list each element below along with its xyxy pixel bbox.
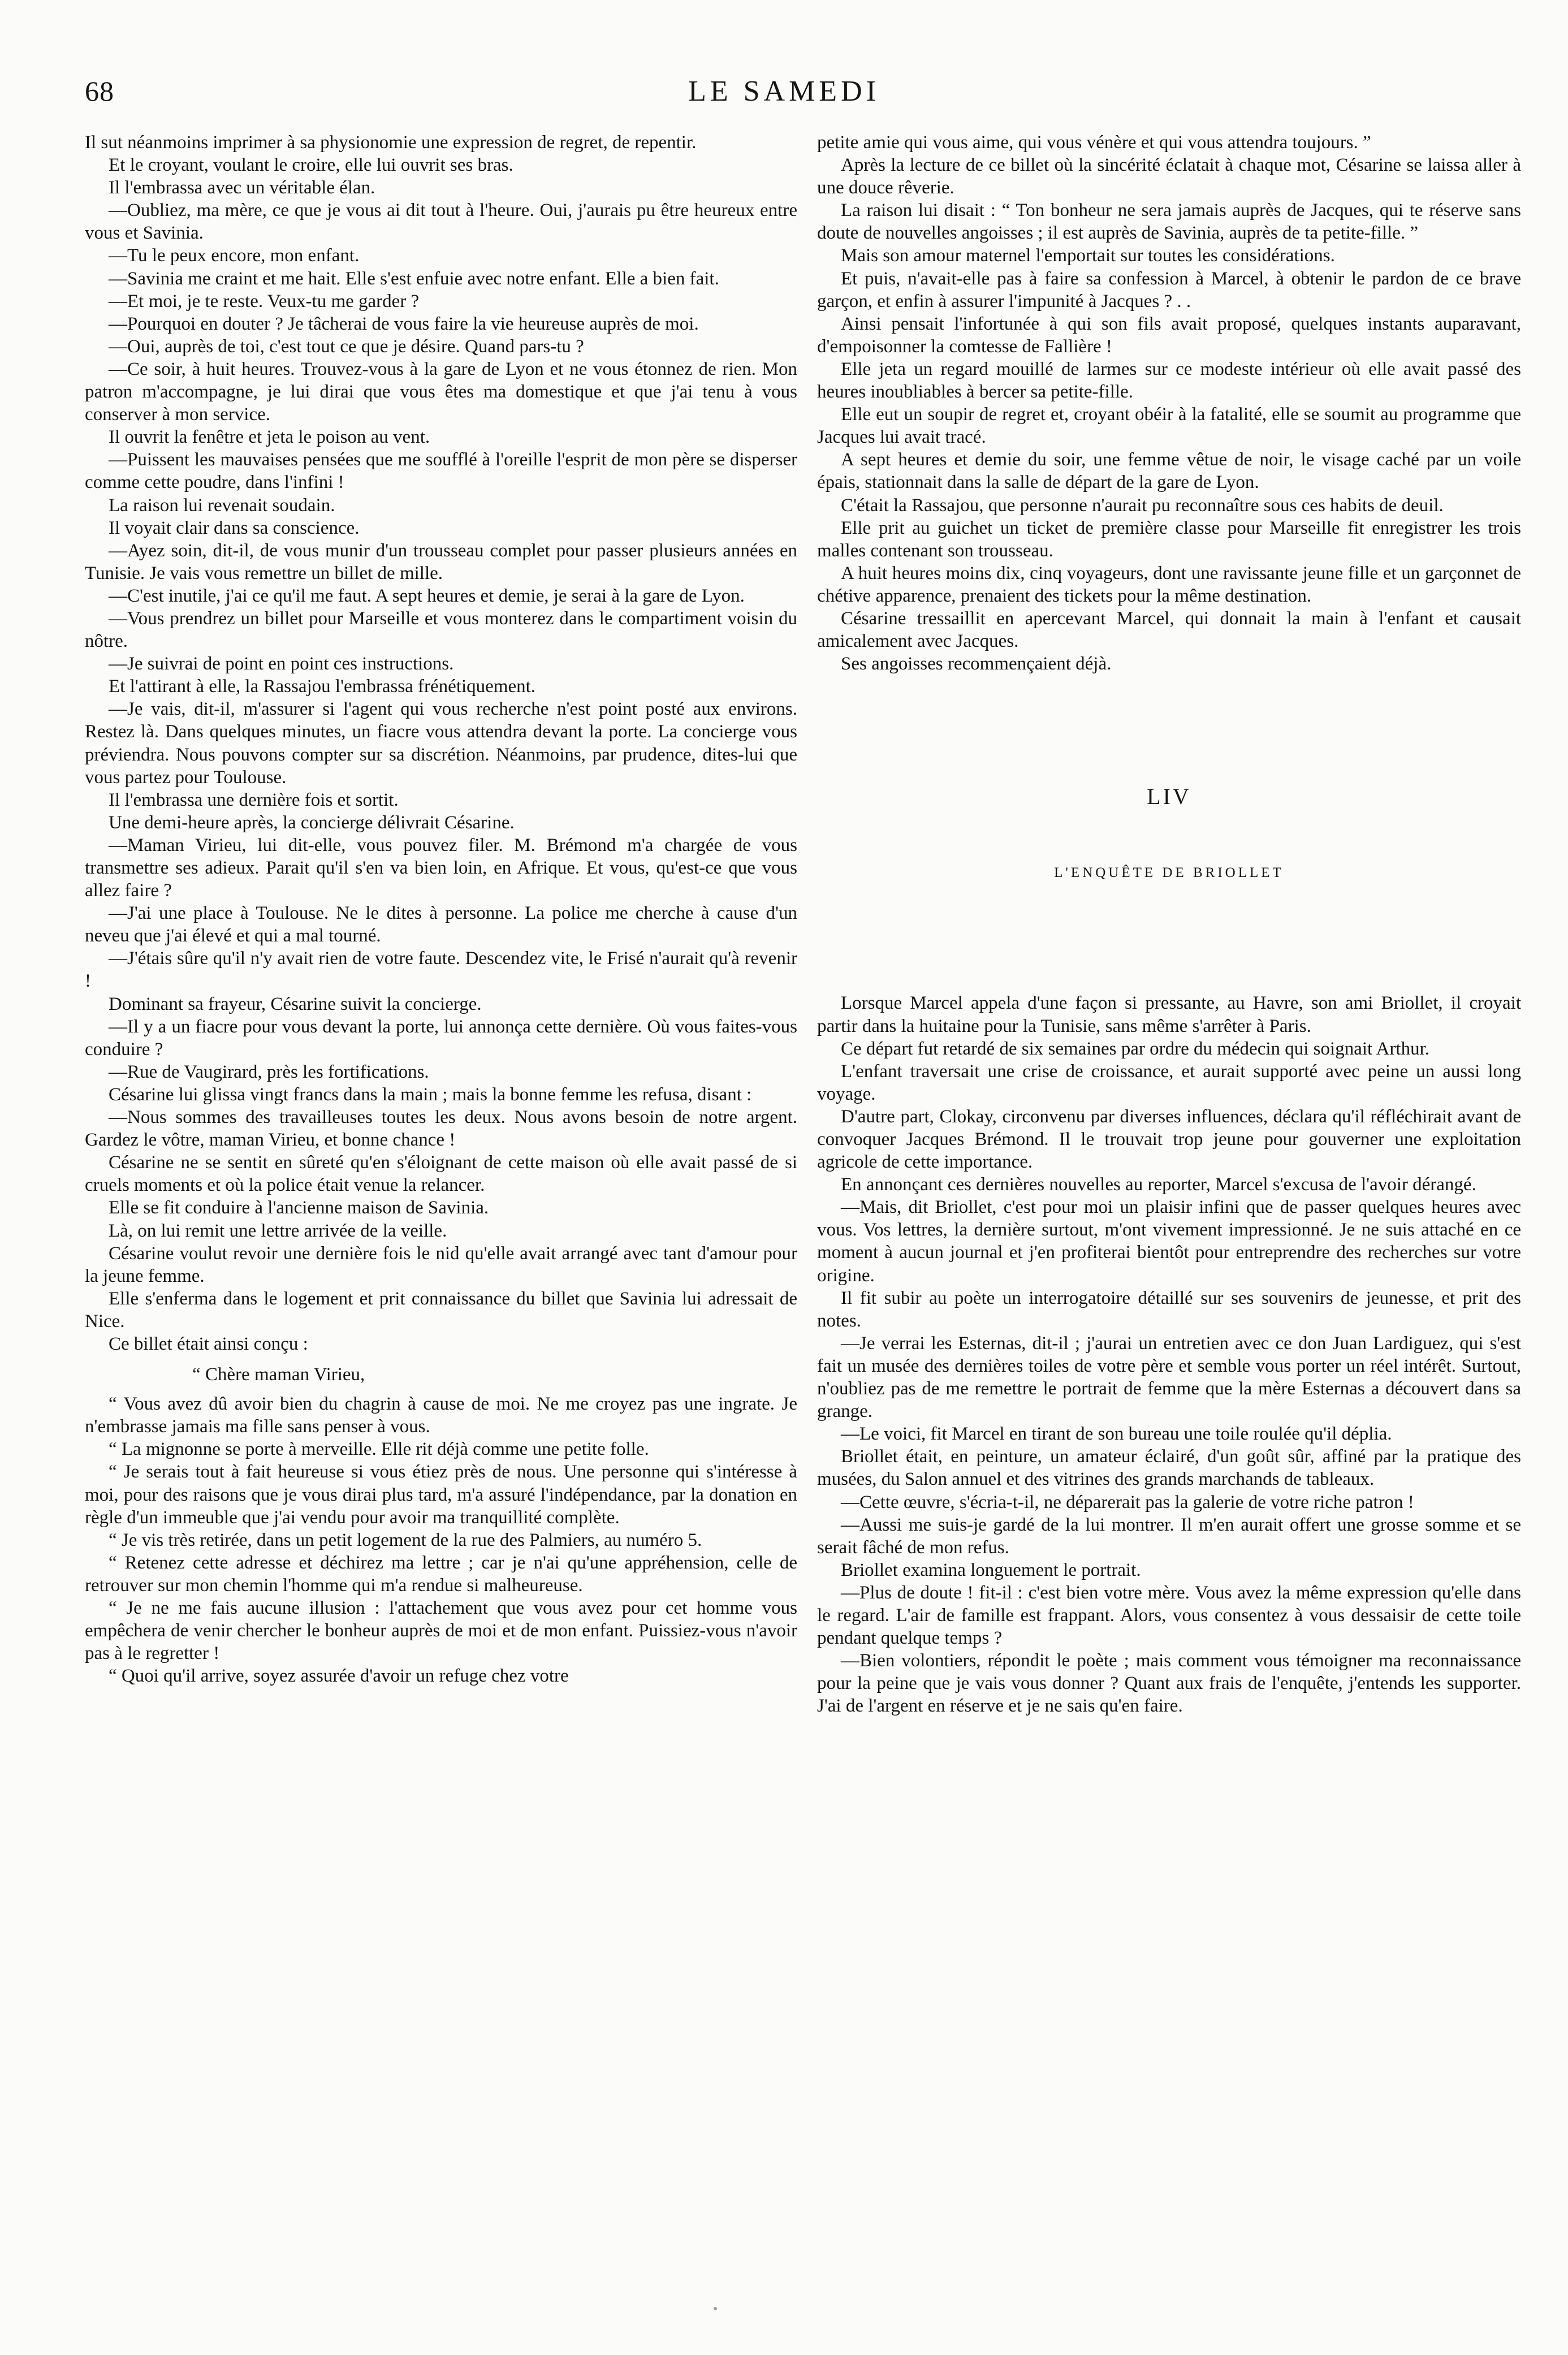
paper-fold-mark	[714, 2307, 717, 2310]
paragraph: —Oubliez, ma mère, ce que je vous ai dit tout à l'heure. Oui, j'aurais pu être heureux entre vous et Savinia.	[85, 200, 797, 244]
paragraph: Elle se fit conduire à l'ancienne maison de Savinia.	[109, 1198, 489, 1218]
paragraph: Mais son amour maternel l'emportait sur toutes les considérations.	[841, 245, 1335, 266]
paragraph: —J'ai une place à Toulouse. Ne le dites à personne. La police me cherche à cause d'un neveu que j'ai élevé et qui a mal tourné.	[85, 903, 797, 947]
paragraph: “ Je ne me fais aucune illusion : l'attachement que vous avez pour cet homme vous empêchera de venir chercher le bonheur auprès de moi et de mon enfant. Puissiez-vous n'avoir pas à le regretter !	[85, 1598, 797, 1664]
paragraph: —Je verrai les Esternas, dit-il ; j'aurai un entretien avec ce don Juan Lardiguez, qui s'est fait un musée des dernières toiles de votre père et semble vous porter un réel intérêt. Surtout, n'oubliez pas de me remettre le portrait de femme que la mère Esternas a découvert dans sa grange.	[817, 1333, 1521, 1422]
page-header	[0, 75, 1568, 120]
paragraph: Il l'embrassa une dernière fois et sortit.	[109, 789, 399, 810]
chapter-title: L'ENQUÊTE DE BRIOLLET	[1054, 865, 1284, 881]
chapter-53-ending	[817, 131, 1521, 675]
paragraph: D'autre part, Clokay, circonvenu par diverses influences, déclara qu'il réfléchirait avant de convoquer Jacques Brémond. Il le trouvait trop jeune pour gouverner une exploitation agricole de cette importance.	[817, 1106, 1521, 1173]
paragraph: Et l'attirant à elle, la Rassajou l'embrassa frénétiquement.	[109, 676, 536, 697]
paragraph: “ Je vis très retirée, dans un petit logement de la rue des Palmiers, au numéro 5.	[109, 1529, 702, 1550]
paragraph: —Plus de doute ! fit-il : c'est bien votre mère. Vous avez la même expression qu'elle dans le regard. L'air de famille est frappant. Alors, vous consentez à vous dessaisir de cette toile pendant quelque temps ?	[817, 1582, 1521, 1649]
paragraph: —J'étais sûre qu'il n'y avait rien de votre faute. Descendez vite, le Frisé n'aurait qu'à revenir !	[85, 948, 797, 992]
paragraph: Elle s'enferma dans le logement et prit connaissance du billet que Savinia lui adressait de Nice.	[85, 1288, 797, 1332]
paragraph: Et puis, n'avait-elle pas à faire sa confession à Marcel, à obtenir le pardon de ce brave garçon, et enfin à assurer l'impunité à Jacques ? . .	[817, 268, 1521, 312]
paragraph: “ Vous avez dû avoir bien du chagrin à cause de moi. Ne me croyez pas une ingrate. Je n'embrasse jamais ma fille sans penser à vous.	[85, 1394, 797, 1437]
paragraph: —Pourquoi en douter ? Je tâcherai de vous faire la vie heureuse auprès de moi.	[109, 313, 699, 334]
paragraph: —Je vais, dit-il, m'assurer si l'agent qui vous recherche n'est point posté aux environs. Restez là. Dans quelques minutes, un fiacre vous attendra devant la porte. La concierge vous préviendra. Nous pouvons compter sur sa discrétion. Néanmoins, par prudence, dites-lui que vous partez pour Toulouse.	[85, 699, 797, 788]
paragraph: En annonçant ces dernières nouvelles au reporter, Marcel s'excusa de l'avoir dérangé.	[841, 1174, 1476, 1195]
paragraph: Et le croyant, voulant le croire, elle lui ouvrit ses bras.	[109, 155, 513, 176]
paragraph: Elle eut un soupir de regret et, croyant obéir à la fatalité, elle se soumit au programme que Jacques lui avait tracé.	[817, 404, 1521, 448]
paragraph: C'était la Rassajou, que personne n'aurait pu reconnaître sous ces habits de deuil.	[841, 495, 1444, 516]
paragraph: Il fit subir au poète un interrogatoire détaillé sur ses souvenirs de jeunesse, et prit des notes.	[817, 1287, 1521, 1331]
paragraph: —Savinia me craint et me hait. Elle s'est enfuie avec notre enfant. Elle a bien fait.	[109, 268, 719, 289]
paragraph: Après la lecture de ce billet où la sincérité éclatait à chaque mot, Césarine se laissa aller à une douce rêverie.	[817, 155, 1521, 198]
paragraph: “ Chère maman Virieu,	[192, 1364, 365, 1385]
paragraph: Césarine ne se sentit en sûreté qu'en s'éloignant de cette maison où elle avait passé de si cruels moments et où la police était venue la relancer.	[85, 1152, 797, 1196]
paragraph: Il voyait clair dans sa conscience.	[109, 517, 360, 538]
paragraph: —Vous prendrez un billet pour Marseille et vous monterez dans le compartiment voisin du nôtre.	[85, 608, 797, 652]
paragraph: —Ce soir, à huit heures. Trouvez-vous à la gare de Lyon et ne vous étonnez de rien. Mon patron m'accompagne, je lui dirai que vous êtes ma domestique et que j'ai tenu à vous conserver à mon service.	[85, 358, 797, 425]
paragraph: —Ayez soin, dit-il, de vous munir d'un trousseau complet pour passer plusieurs années en Tunisie. Je vais vous remettre un billet de mille.	[85, 540, 797, 584]
paragraph: —C'est inutile, j'ai ce qu'il me faut. A sept heures et demie, je serai à la gare de Lyon.	[109, 585, 745, 606]
chapter-number: LIV	[1147, 784, 1191, 810]
right-column	[817, 131, 1521, 1717]
paragraph: —Je suivrai de point en point ces instructions.	[109, 654, 454, 675]
paragraph: Ses angoisses recommençaient déjà.	[841, 654, 1112, 675]
paragraph: —Cette œuvre, s'écria-t-il, ne déparerait pas la galerie de votre riche patron !	[841, 1492, 1414, 1513]
chapter-54-body	[817, 992, 1521, 1717]
paragraph: Ce départ fut retardé de six semaines par ordre du médecin qui soignait Arthur.	[841, 1038, 1430, 1059]
paragraph: L'enfant traversait une crise de croissance, et aurait supporté avec peine un aussi long voyage.	[817, 1061, 1521, 1104]
paragraph: Césarine tressaillit en apercevant Marcel, qui donnait la main à l'enfant et causait amicalement avec Jacques.	[817, 608, 1521, 652]
paragraph: —Bien volontiers, répondit le poète ; mais comment vous témoigner ma reconnaissance pour la peine que je vais vous donner ? Quant aux frais de l'enquête, j'entends les supporter. J'ai de l'argent en réserve et je ne sais qu'en faire.	[817, 1650, 1521, 1717]
paragraph: “ La mignonne se porte à merveille. Elle rit déjà comme une petite folle.	[109, 1439, 649, 1460]
paragraph: “ Retenez cette adresse et déchirez ma lettre ; car je n'ai qu'une appréhension, celle de retrouver sur mon chemin l'homme qui m'a rendue si malheureuse.	[85, 1552, 797, 1596]
paragraph: Césarine voulut revoir une dernière fois le nid qu'elle avait arrangé avec tant d'amour pour la jeune femme.	[85, 1243, 797, 1286]
paragraph: Dominant sa frayeur, Césarine suivit la concierge.	[109, 993, 482, 1014]
paragraph: A huit heures moins dix, cinq voyageurs, dont une ravissante jeune fille et un garçonnet de chétive apparence, prenaient des tickets pour la même destination.	[817, 563, 1521, 606]
paragraph: Ainsi pensait l'infortunée à qui son fils avait proposé, quelques instants auparavant, d'empoisonner la comtesse de Fallière !	[817, 313, 1521, 357]
paragraph: La raison lui disait : “ Ton bonheur ne sera jamais auprès de Jacques, qui te réserve sans doute de nouvelles angoisses ; il est auprès de Savinia, auprès de ta petite-fille. ”	[817, 200, 1521, 244]
paragraph: —Et moi, je te reste. Veux-tu me garder ?	[109, 291, 420, 312]
paragraph: —Le voici, fit Marcel en tirant de son bureau une toile roulée qu'il déplia.	[841, 1424, 1392, 1445]
paragraph: —Tu le peux encore, mon enfant.	[109, 245, 360, 266]
paragraph: Il l'embrassa avec un véritable élan.	[109, 178, 375, 198]
paragraph: —Aussi me suis-je gardé de la lui montrer. Il m'en aurait offert une grosse somme et se serait fâché de mon refus.	[817, 1514, 1521, 1558]
paragraph: —Oui, auprès de toi, c'est tout ce que je désire. Quand pars-tu ?	[109, 336, 584, 357]
paragraph: —Il y a un fiacre pour vous devant la porte, lui annonça cette dernière. Où vous faites-vous conduire ?	[85, 1016, 797, 1060]
paragraph: “ Je serais tout à fait heureuse si vous étiez près de nous. Une personne qui s'intéresse à moi, pour des raisons que je vous dirai plus tard, m'a assuré l'indépendance, par la donation en règle d'un immeuble que j'ai vendu pour avoir ma tranquillité complète.	[85, 1462, 797, 1528]
paragraph: Ce billet était ainsi conçu :	[109, 1333, 308, 1354]
left-column	[85, 131, 797, 1687]
running-title: LE SAMEDI	[688, 75, 880, 107]
page-number: 68	[85, 75, 114, 107]
paragraph: Elle prit au guichet un ticket de première classe pour Marseille fit enregistrer les trois malles contenant son trousseau.	[817, 517, 1521, 561]
paragraph: Une demi-heure après, la concierge délivrait Césarine.	[109, 812, 515, 833]
paragraph: —Nous sommes des travailleuses toutes les deux. Nous avons besoin de notre argent. Gardez le vôtre, maman Virieu, et bonne chance !	[85, 1107, 797, 1151]
paragraph: —Maman Virieu, lui dit-elle, vous pouvez filer. M. Brémond m'a chargée de vous transmettre ses adieux. Parait qu'il s'en va bien loin, en Afrique. Et vous, qu'est-ce que vous allez faire ?	[85, 835, 797, 901]
paragraph: La raison lui revenait soudain.	[109, 495, 335, 516]
paragraph: —Rue de Vaugirard, près les fortifications.	[109, 1061, 429, 1082]
paragraph: Césarine lui glissa vingt francs dans la main ; mais la bonne femme les refusa, disant :	[109, 1084, 752, 1105]
paragraph: Il ouvrit la fenêtre et jeta le poison au vent.	[109, 427, 430, 448]
paragraph: A sept heures et demie du soir, une femme vêtue de noir, le visage caché par un voile épais, stationnait dans la salle de départ de la gare de Lyon.	[817, 450, 1521, 493]
paragraph: petite amie qui vous aime, qui vous vénère et qui vous attendra toujours. ”	[817, 132, 1371, 153]
paragraph: Il sut néanmoins imprimer à sa physionomie une expression de regret, de repentir.	[85, 132, 697, 153]
paragraph: Briollet examina longuement le portrait.	[841, 1559, 1141, 1580]
paragraph: —Mais, dit Briollet, c'est pour moi un plaisir infini que de passer quelques heures avec vous. Vos lettres, la dernière surtout, m'ont vivement impressionné. Je ne suis attaché en ce moment à aucun journal et j'en profiterai bientôt pour entreprendre des recherches sur votre origine.	[817, 1197, 1521, 1286]
paragraph: Lorsque Marcel appela d'une façon si pressante, au Havre, son ami Briollet, il croyait partir dans la huitaine pour la Tunisie, sans même s'arrêter à Paris.	[817, 993, 1521, 1036]
paragraph: “ Quoi qu'il arrive, soyez assurée d'avoir un refuge chez votre	[109, 1666, 569, 1687]
paragraph: Briollet était, en peinture, un amateur éclairé, d'un goût sûr, affiné par la pratique des musées, du Salon annuel et des vitrines des grands marchands de tableaux.	[817, 1446, 1521, 1490]
paragraph: Là, on lui remit une lettre arrivée de la veille.	[109, 1220, 447, 1241]
paragraph: —Puissent les mauvaises pensées que me soufflé à l'oreille l'esprit de mon père se disperser comme cette poudre, dans l'infini !	[85, 450, 797, 493]
paragraph: Elle jeta un regard mouillé de larmes sur ce modeste intérieur où elle avait passé des heures inoubliables à bercer sa petite-fille.	[817, 358, 1521, 403]
